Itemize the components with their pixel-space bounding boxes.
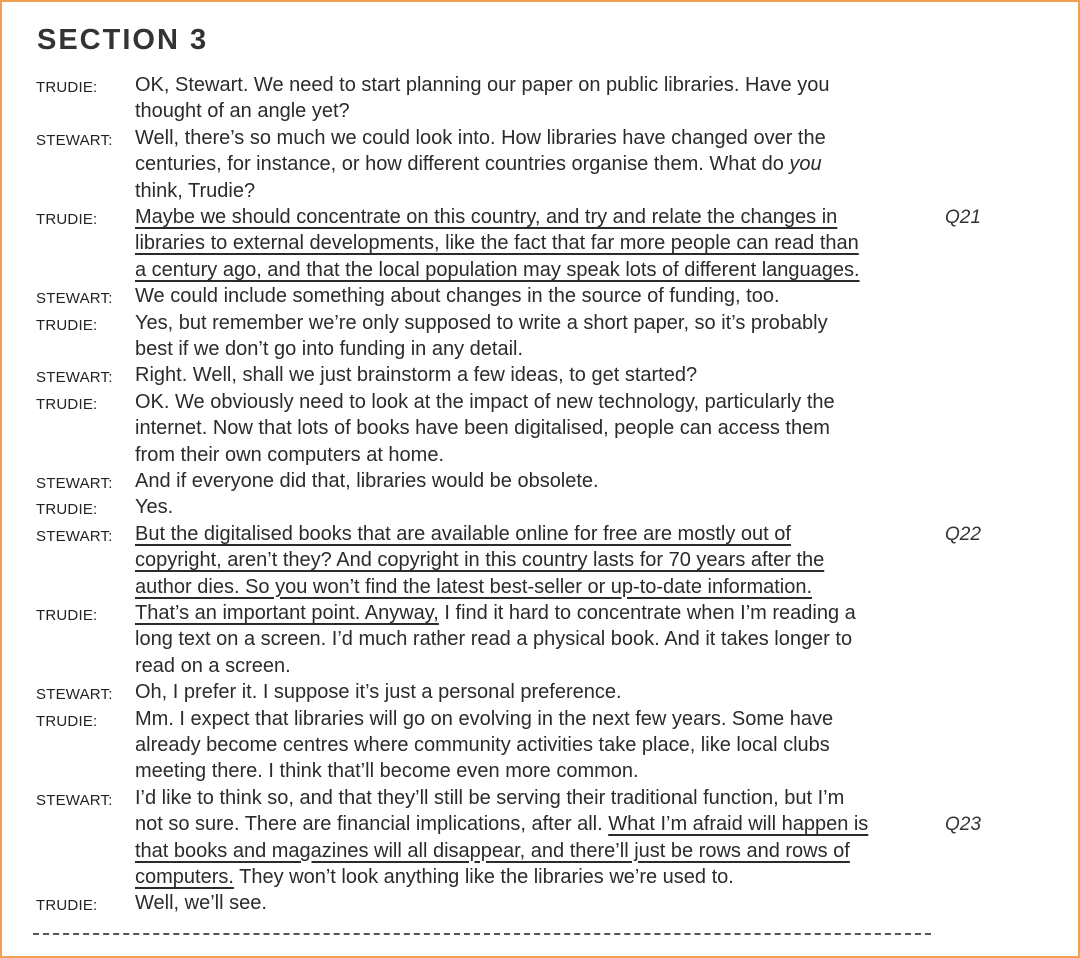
dialogue-line [135,259,860,282]
dialogue-line [135,232,859,255]
dialogue-text: you [789,153,822,176]
dialogue-line [135,787,844,810]
dialogue-text: already become centres where community activities take place, like local clubs [135,734,830,756]
dialogue-text: think, Trudie? [135,179,256,202]
dialogue-line [135,681,622,704]
dialogue-line [135,760,639,783]
dialogue-text: Oh, I prefer it. I suppose it’s just a personal preference. [135,681,622,704]
underlined-answer-text: Maybe we should concentrate on this country, and try and relate the changes in [135,206,838,228]
speaker-label: STEWART: [36,686,113,704]
speaker-label: STEWART: [36,131,113,149]
speaker-label: STEWART: [36,527,113,545]
speaker-label: TRUDIE: [36,607,98,624]
dialogue-text: from their own computers at home. [135,443,445,466]
dialogue-text: Well, we’ll see. [135,892,267,915]
underlined-answer-text: But the digitalised books that are available online for free are mostly out of [135,522,791,545]
dialogue-text: Right. Well, shall we just brainstorm a few ideas, to get started? [135,364,698,387]
dialogue-text: meeting there. I think that’ll become even more common. [135,760,639,783]
underlined-answer-text: computers. [135,866,234,888]
dialogue-text: read on a screen. [135,654,291,677]
speaker-label: STEWART: [36,369,113,387]
question-marker: Q23 [945,814,981,836]
dialogue-text: I find it hard to concentrate when I’m reading a [438,602,856,624]
speaker-label: TRUDIE: [36,712,98,730]
dialogue-line [135,74,829,97]
dialogue-text: We could include something about changes in the source of funding, too. [135,285,780,308]
dialogue-text: OK, Stewart. We need to start planning our paper on public libraries. Have you [135,74,830,96]
speaker-label: STEWART: [36,475,113,492]
dialogue-text: OK. We obviously need to look at the impact of new technology, particularly the [135,390,835,413]
dialogue-text: thought of an angle yet? [135,100,350,123]
dialogue-text: They won’t look anything like the libraries we’re used to. [233,866,734,888]
speaker-label: TRUDIE: [36,79,98,96]
dialogue-line [135,892,267,915]
dialogue-line [135,813,868,836]
dialogue-line [135,496,173,519]
dialogue-text: internet. Now that lots of books have been digitalised, people can access them [135,417,830,440]
dialogue-line [135,549,824,572]
speaker-label: TRUDIE: [36,897,98,915]
question-marker: Q22 [945,523,981,545]
dialogue-line [135,180,255,203]
underlined-answer-text: What I’m afraid will happen is [608,813,869,836]
dialogue-text: best if we don’t go into funding in any detail. [135,338,524,360]
underlined-answer-text: That’s an important point. Anyway, [135,602,439,624]
dialogue-line [135,127,826,150]
dialogue-line [135,734,830,757]
underlined-answer-text: that books and magazines will all disappear, and there’ll just be rows and rows of [135,839,850,862]
dialogue-line [135,602,856,625]
dialogue-line [135,444,444,467]
dialogue-line [135,206,837,229]
dialogue-line [135,391,835,414]
speaker-label: TRUDIE: [36,211,98,228]
dialogue-text: Yes. [135,496,174,519]
section-title: SECTION 3 [37,24,209,56]
underlined-answer-text: author dies. So you won’t find the latest best-seller or up-to-date information. [135,575,813,598]
speaker-label: TRUDIE: [36,395,98,413]
underlined-answer-text: copyright, aren’t they? And copyright in this country lasts for 70 years after the [135,549,825,572]
dialogue-text: Mm. I expect that libraries will go on evolving in the next few years. Some have [135,707,834,730]
underlined-answer-text: a century ago, and that the local population may speak lots of different languages. [135,258,860,281]
dashed-divider [33,933,931,935]
dialogue-line [135,153,822,176]
dialogue-line [135,100,350,123]
question-marker: Q21 [945,207,981,228]
dialogue-line [135,708,833,731]
dialogue-line [135,470,599,493]
underlined-answer-text: libraries to external developments, like the fact that far more people can read than [135,232,859,255]
speaker-label: TRUDIE: [36,501,98,519]
dialogue-line [135,417,830,440]
dialogue-text: not so sure. There are financial implications, after all. [135,813,609,836]
dialogue-line [135,523,791,546]
dialogue-text: Yes, but remember we’re only supposed to write a short paper, so it’s probably [135,311,828,334]
dialogue-text: long text on a screen. I’d much rather read a physical book. And it takes longer to [135,628,853,651]
dialogue-line [135,312,828,335]
dialogue-text: And if everyone did that, libraries would be obsolete. [135,470,599,492]
dialogue-line [135,655,291,678]
dialogue-line [135,840,850,863]
dialogue-line [135,576,812,599]
speaker-label: STEWART: [36,290,113,308]
dialogue-text: Well, there’s so much we could look into. How libraries have changed over the [135,126,826,149]
speaker-label: STEWART: [36,791,113,809]
speaker-label: TRUDIE: [36,316,98,334]
dialogue-line [135,628,852,651]
dialogue-line [135,364,697,387]
dialogue-text: centuries, for instance, or how different countries organise them. What do [135,153,790,176]
dialogue-line [135,866,734,889]
dialogue-line [135,285,780,308]
dialogue-line [135,338,523,361]
dialogue-text: I’d like to think so, and that they’ll still be serving their traditional function, but I’m [135,786,845,809]
